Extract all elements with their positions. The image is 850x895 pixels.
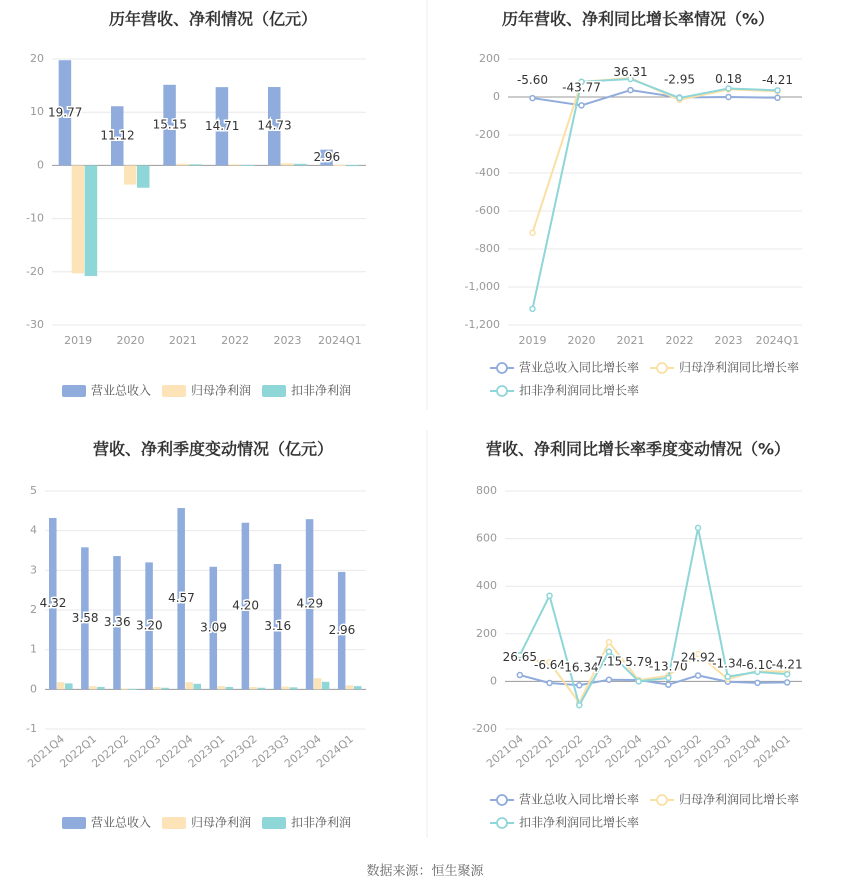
legend-swatch (162, 817, 186, 829)
chart-title: 历年营收、净利情况（亿元） (108, 9, 318, 29)
x-tick-label: 2022Q2 (89, 732, 132, 771)
x-tick-label: 2023Q2 (217, 732, 260, 771)
bar-net-profit (218, 686, 226, 689)
data-point (785, 680, 790, 685)
y-tick-label: 0 (30, 682, 37, 696)
data-label: 36.31 (613, 65, 648, 80)
x-tick-label: 2023Q1 (185, 732, 228, 771)
data-point (775, 88, 780, 93)
data-point (577, 703, 582, 708)
y-tick-label: 5 (30, 484, 37, 497)
data-point (577, 683, 582, 688)
legend-label: 营业总收入同比增长率 (519, 792, 640, 807)
annual-bar-chart (26, 10, 366, 398)
x-tick-label: 2023Q1 (632, 732, 675, 771)
data-label: 11.12 (100, 128, 135, 143)
bar-net-profit (121, 689, 129, 690)
data-point (530, 306, 535, 311)
bar-deducted-profit (193, 684, 201, 690)
x-tick-label: 2022Q4 (602, 732, 645, 771)
data-label: 4.29 (296, 596, 324, 611)
x-tick-label: 2022 (665, 334, 694, 347)
data-point (628, 88, 633, 93)
legend-swatch (62, 817, 86, 829)
data-label: 26.65 (502, 650, 538, 665)
bar-deducted-profit (290, 687, 298, 689)
data-point (775, 95, 780, 100)
data-point (606, 677, 611, 682)
x-tick-label: 2020 (567, 334, 596, 347)
bar-deducted-profit (294, 164, 307, 166)
data-label: -16.34 (559, 660, 599, 675)
legend-label: 扣非净利润 (291, 815, 352, 830)
x-tick-label: 2019 (518, 334, 547, 347)
bar-deducted-profit (242, 165, 255, 166)
x-tick-label: 2023Q2 (662, 732, 704, 771)
legend-swatch (62, 385, 86, 397)
data-label: 3.16 (264, 619, 292, 634)
x-tick-label: 2019 (64, 334, 93, 347)
y-tick-label: 600 (476, 531, 497, 545)
data-label: 15.15 (152, 117, 188, 132)
data-label: 5.79 (625, 655, 653, 670)
data-point (636, 679, 641, 684)
y-tick-label: 0 (37, 158, 44, 172)
bar-net-profit (185, 682, 193, 689)
data-label: 3.36 (103, 615, 131, 630)
data-label: 24.92 (680, 650, 716, 665)
data-point (530, 230, 535, 235)
y-tick-label: 0 (493, 90, 500, 103)
bar-deducted-profit (85, 165, 98, 276)
bar-net-profit (281, 163, 294, 165)
y-tick-label: 800 (476, 484, 497, 497)
data-point (677, 95, 682, 100)
data-label: 3.09 (200, 620, 227, 635)
legend-label: 营业总收入同比增长率 (519, 360, 640, 375)
bar-net-profit (57, 682, 65, 689)
x-tick-label: 2024Q1 (314, 732, 356, 771)
legend-label: 扣非净利润 (291, 383, 352, 398)
data-point (547, 680, 552, 685)
data-point (666, 675, 671, 680)
bar-net-profit (346, 685, 354, 689)
x-tick-label: 2021Q4 (25, 732, 67, 771)
bar-deducted-profit (129, 689, 137, 690)
x-tick-label: 2023Q3 (691, 732, 734, 771)
bar-net-profit (176, 164, 189, 166)
x-tick-label: 2024Q1 (751, 732, 794, 771)
y-tick-label: 400 (476, 579, 497, 593)
legend-label: 扣非净利润同比增长率 (519, 383, 640, 398)
series-line-2 (533, 79, 778, 309)
bar-deducted-profit (226, 687, 234, 689)
bar-deducted-profit (189, 164, 202, 165)
data-label: 7.15 (595, 654, 623, 669)
y-tick-label: 10 (30, 105, 44, 119)
legend-label: 归母净利润 (191, 815, 252, 830)
data-label: -6.10 (741, 657, 773, 672)
data-label: 4.20 (232, 598, 259, 613)
data-label: 2.96 (313, 150, 341, 165)
y-tick-label: -1,200 (464, 318, 500, 331)
data-label: 14.73 (257, 118, 292, 133)
bar-net-profit (124, 165, 137, 184)
x-tick-label: 2021 (168, 334, 197, 347)
bar-deducted-profit (97, 687, 105, 689)
data-label: -4.21 (761, 72, 794, 87)
legend-swatch (162, 385, 186, 397)
y-tick-label: 1 (30, 642, 37, 656)
y-tick-label: -800 (475, 242, 500, 255)
x-tick-label: 2020 (116, 334, 145, 347)
legend-label: 扣非净利润同比增长率 (519, 815, 640, 830)
data-label: 19.77 (47, 105, 83, 120)
y-tick-label: 200 (476, 626, 497, 640)
y-tick-label: -10 (26, 211, 44, 225)
data-label: -6.64 (534, 657, 566, 672)
y-tick-label: -600 (475, 204, 500, 217)
x-tick-label: 2021Q4 (483, 732, 526, 771)
legend-swatch (262, 385, 286, 397)
data-point (696, 673, 701, 678)
x-tick-label: 2023Q4 (281, 732, 324, 771)
legend-swatch-marker (497, 363, 507, 373)
bar-deducted-profit (258, 688, 266, 690)
x-tick-label: 2022Q2 (543, 732, 586, 771)
x-tick-label: 2022Q3 (121, 732, 164, 771)
y-tick-label: 20 (30, 52, 44, 65)
data-point (726, 86, 731, 91)
data-label: 2.96 (328, 623, 356, 638)
data-label: -43.77 (562, 80, 601, 95)
data-point (755, 680, 760, 685)
legend-swatch-marker (657, 363, 667, 373)
x-tick-label: 2024Q1 (318, 334, 362, 347)
y-tick-label: -1,000 (464, 280, 500, 293)
data-point (726, 94, 731, 99)
y-tick-label: -400 (475, 166, 500, 179)
data-label: -2.95 (663, 72, 696, 87)
series-line-1 (533, 78, 778, 233)
x-tick-label: 2022Q3 (573, 732, 615, 771)
bar-deducted-profit (65, 683, 73, 689)
data-point (606, 640, 611, 645)
legend-swatch-marker (497, 818, 507, 828)
x-tick-label: 2023Q4 (721, 732, 764, 771)
data-label: -5.60 (516, 73, 549, 88)
quarterly-bar-chart (25, 440, 366, 830)
chart-title: 营收、净利同比增长率季度变动情况（%） (485, 439, 791, 459)
chart-title: 营收、净利季度变动情况（亿元） (92, 439, 334, 459)
data-label: -1.34 (712, 656, 744, 671)
bar-net-profit (89, 686, 97, 689)
bar-deducted-profit (137, 165, 150, 187)
x-tick-label: 2023Q3 (249, 732, 292, 771)
data-label: 3.20 (135, 618, 163, 633)
chart-title: 历年营收、净利同比增长率情况（%） (501, 9, 775, 29)
legend-label: 归母净利润同比增长率 (679, 792, 800, 807)
bar-net-profit (333, 165, 346, 166)
data-point (579, 103, 584, 108)
legend-swatch-marker (657, 795, 667, 805)
data-point (530, 96, 535, 101)
data-label: -4.21 (771, 657, 803, 672)
bar-deducted-profit (354, 686, 362, 689)
data-label: 4.32 (39, 596, 67, 611)
bar-deducted-profit (322, 682, 330, 690)
legend-label: 归母净利润 (191, 383, 252, 398)
legend-swatch-marker (497, 795, 507, 805)
legend-label: 营业总收入 (91, 383, 152, 398)
y-tick-label: 2 (30, 603, 37, 616)
data-label: 4.57 (168, 591, 195, 606)
x-tick-label: 2022Q1 (57, 732, 100, 771)
y-tick-label: -20 (26, 264, 44, 278)
data-point (696, 525, 701, 530)
y-tick-label: -200 (475, 128, 500, 141)
quarterly-growth-line-chart (472, 440, 803, 830)
data-point (517, 673, 522, 678)
y-tick-label: -1 (26, 722, 37, 735)
data-source-footer: 数据来源：恒生聚源 (366, 864, 484, 879)
data-point (547, 593, 552, 598)
bar-net-profit (314, 678, 322, 689)
data-label: -13.70 (649, 659, 688, 674)
y-tick-label: -200 (472, 722, 497, 735)
x-tick-label: 2022Q1 (513, 732, 556, 771)
x-tick-label: 2022 (221, 334, 250, 347)
annual-growth-line-chart (465, 10, 802, 398)
y-tick-label: 3 (30, 563, 37, 577)
data-point (606, 649, 611, 654)
x-tick-label: 2023 (273, 334, 302, 347)
y-tick-label: 200 (479, 52, 500, 65)
bar-net-profit (250, 687, 258, 689)
legend-label: 营业总收入 (91, 815, 152, 830)
bar-net-profit (282, 687, 290, 690)
legend-swatch-marker (497, 386, 507, 396)
legend-label: 归母净利润同比增长率 (679, 360, 800, 375)
y-tick-label: 0 (490, 674, 497, 688)
legend-swatch (262, 817, 286, 829)
x-tick-label: 2021 (616, 334, 645, 347)
x-tick-label: 2024Q1 (755, 334, 800, 347)
x-tick-label: 2022Q4 (153, 732, 196, 771)
bar-net-profit (72, 165, 85, 273)
y-tick-label: 4 (30, 523, 37, 537)
data-point (785, 672, 790, 677)
x-tick-label: 2023 (714, 334, 743, 347)
data-label: 3.58 (71, 610, 99, 625)
bar-net-profit (153, 687, 161, 689)
bar-net-profit (229, 164, 242, 165)
data-point (666, 682, 671, 687)
data-label: 0.18 (715, 71, 742, 86)
bar-deducted-profit (161, 688, 169, 690)
data-label: 14.71 (204, 118, 240, 133)
y-tick-label: -30 (26, 318, 44, 331)
data-point (725, 674, 730, 679)
bar-deducted-profit (346, 165, 359, 166)
